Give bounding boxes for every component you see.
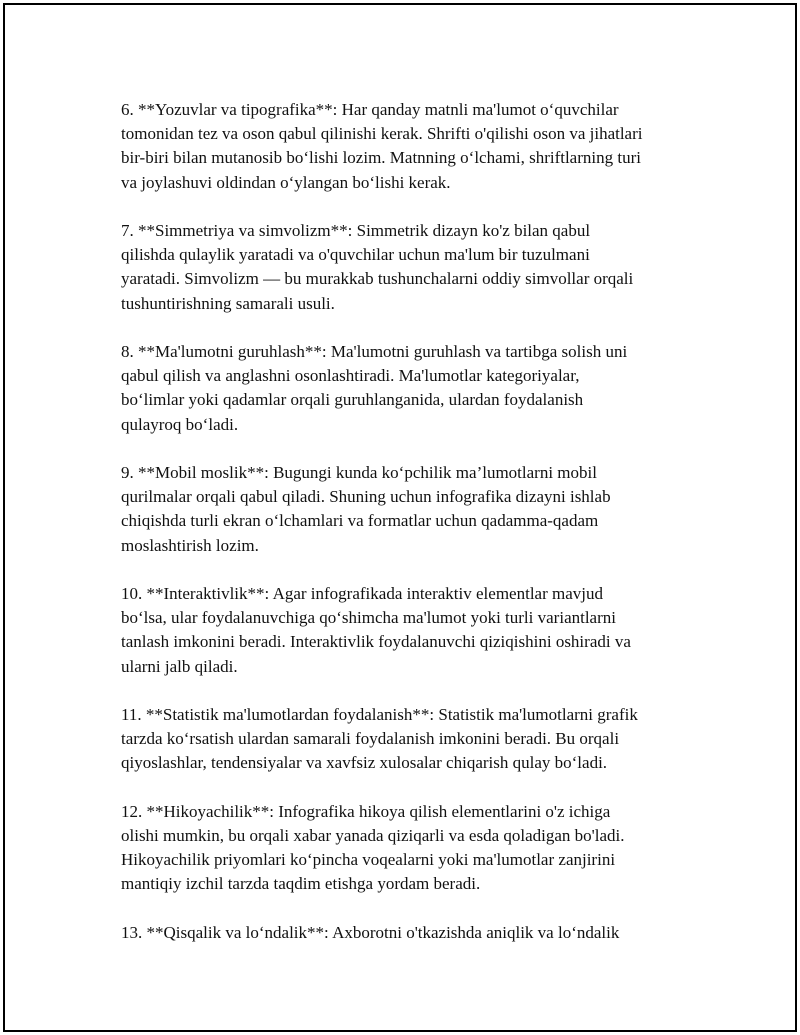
text-line: qilishda qulaylik yaratadi va o'quvchilar uchun ma'lum bir tuzulmani: [121, 245, 590, 265]
text-line: chiqishda turli ekran o‘lchamlari va formatlar uchun qadamma-qadam: [121, 511, 599, 531]
text-line: qiyoslashlar, tendensiyalar va xavfsiz xulosalar chiqarish qulay bo‘ladi.: [121, 753, 608, 773]
text-line: 13. **Qisqalik va lo‘ndalik**: Axborotni o'tkazishda aniqlik va lo‘ndalik: [121, 922, 620, 942]
text-line: 9. **Mobil moslik**: Bugungi kunda ko‘pchilik ma’lumotlarni mobil: [121, 463, 597, 482]
text-line: bo‘lsa, ular foydalanuvchiga qo‘shimcha ma'lumot yoki turli variantlarni: [121, 608, 616, 628]
text-line: 6. **Yozuvlar va tipografika**: Har qanday matnli ma'lumot o‘quvchilar: [121, 100, 619, 119]
text-line: 8. **Ma'lumotni guruhlash**: Ma'lumotni guruhlash va tartibga solish uni: [121, 342, 628, 361]
text-line: moslashtirish lozim.: [121, 535, 259, 555]
text-line: qurilmalar orqali qabul qiladi. Shuning uchun infografika dizayni ishlab: [121, 487, 611, 507]
text-line: tanlash imkonini beradi. Interaktivlik foydalanuvchi qiziqishini oshiradi va: [121, 632, 631, 652]
text-line: qulayroq bo‘ladi.: [121, 414, 239, 434]
text-line: 11. **Statistik ma'lumotlardan foydalanish**: Statistik ma'lumotlarni grafik: [121, 705, 638, 724]
paragraph-12: [121, 800, 701, 897]
paragraph-9: [121, 461, 701, 558]
page-frame: [3, 3, 797, 1032]
text-line: Hikoyachilik priyomlari ko‘pincha voqealarni yoki ma'lumotlar zanjirini: [121, 850, 616, 870]
text-line: va joylashuvi oldindan o‘ylangan bo‘lishi kerak.: [121, 172, 451, 192]
text-line: mantiqiy izchil tarzda taqdim etishga yordam beradi.: [121, 874, 481, 894]
text-line: 7. **Simmetriya va simvolizm**: Simmetrik dizayn ko'z bilan qabul: [121, 221, 591, 240]
text-line: tarzda ko‘rsatish ulardan samarali foydalanish imkonini beradi. Bu orqali: [121, 729, 620, 749]
document-body: [121, 98, 701, 969]
text-line: 10. **Interaktivlik**: Agar infografikada interaktiv elementlar mavjud: [121, 584, 603, 603]
text-line: yaratadi. Simvolizm — bu murakkab tushunchalarni oddiy simvollar orqali: [121, 269, 634, 289]
text-line: bo‘limlar yoki qadamlar orqali guruhlanganida, ulardan foydalanish: [121, 390, 584, 410]
paragraph-10: [121, 582, 701, 679]
paragraph-8: [121, 340, 701, 437]
paragraph-11: [121, 703, 701, 776]
paragraph-7: [121, 219, 701, 316]
text-line: ularni jalb qiladi.: [121, 656, 238, 676]
text-line: tomonidan tez va oson qabul qilinishi kerak. Shrifti o'qilishi oson va jihatlari: [121, 124, 643, 144]
text-line: qabul qilish va anglashni osonlashtiradi. Ma'lumotlar kategoriyalar,: [121, 366, 580, 386]
text-line: tushuntirishning samarali usuli.: [121, 293, 335, 313]
paragraph-13: [121, 921, 701, 945]
paragraph-6: [121, 98, 701, 195]
text-line: olishi mumkin, bu orqali xabar yanada qiziqarli va esda qoladigan bo'ladi.: [121, 826, 625, 845]
text-line: 12. **Hikoyachilik**: Infografika hikoya qilish elementlarini o'z ichiga: [121, 801, 611, 821]
text-line: bir-biri bilan mutanosib bo‘lishi lozim. Matnning o‘lchami, shriftlarning turi: [121, 148, 641, 168]
